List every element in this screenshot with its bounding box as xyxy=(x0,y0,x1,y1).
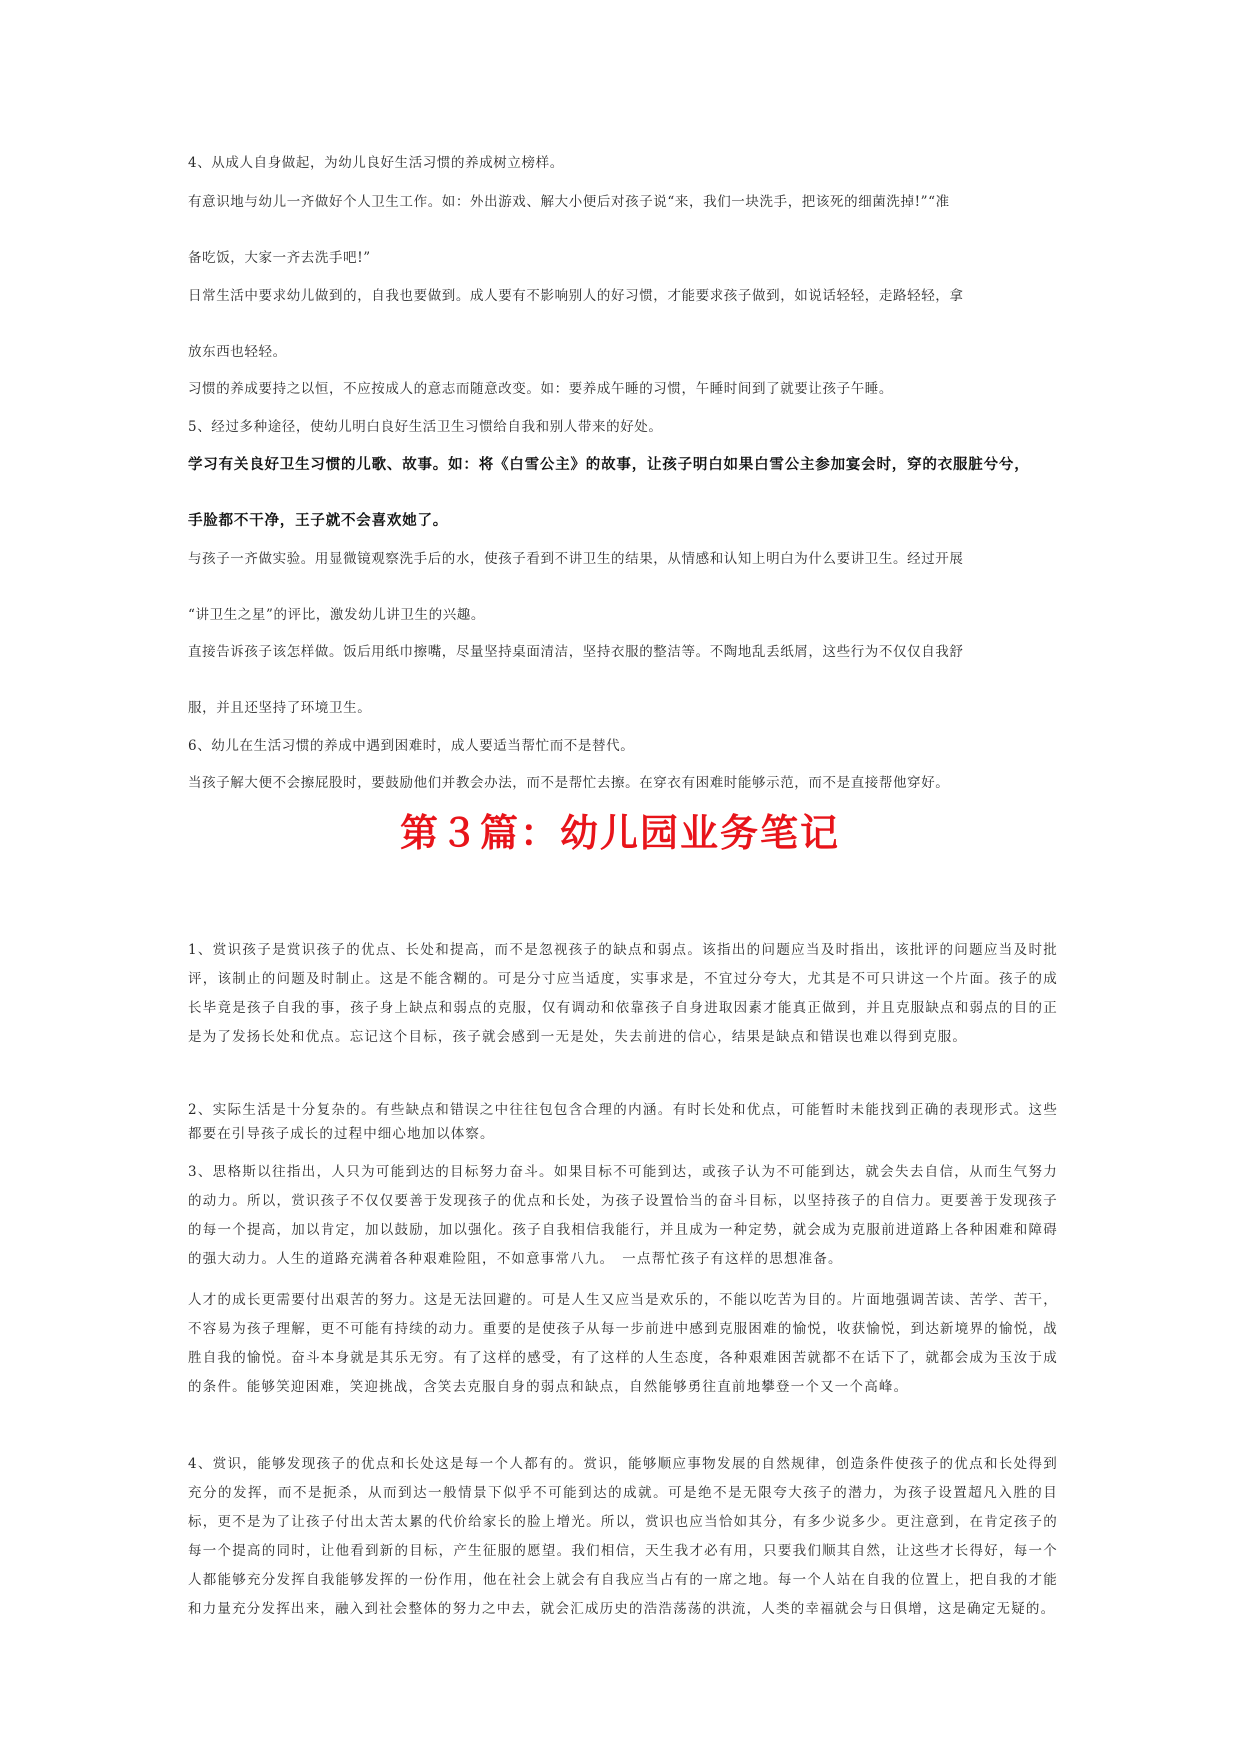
text-line: 放东西也轻轻。 xyxy=(188,344,287,360)
paragraph: 4、赏识，能够发现孩子的优点和长处这是每一个人都有的。赏识，能够顺应事物发展的自然规律，创造条件使孩子的优点和长处得到充分的发挥，而不是扼杀，从而到达一般情景下似乎不可能到达的成就。可是绝不是无限夸大孩子的潜力，为孩子设置超凡入胜的目标，更不是为了让孩子付出太苦太累的代价给家长的脸上增光。所以，赏识也应当恰如其分，有多少说多少。更注意到，在肯定孩子的每一个提高的同时，让他看到新的目标，产生征服的愿望。我们相信，天生我才必有用，只要我们顺其自然，让这些才长得好，每一个人都能够充分发挥自我能够发挥的一份作用，他在社会上就会有自我应当占有的一席之地。每一个人站在自我的位置上，把自我的才能和力量充分发挥出来，融入到社会整体的努力之中去，就会汇成历史的浩浩荡荡的洪流，人类的幸福就会与日俱增，这是确定无疑的。 xyxy=(188,1456,1058,1617)
text-line: 4、从成人自身做起，为幼儿良好生活习惯的养成树立榜样。 xyxy=(188,155,564,171)
text-line: 服，并且还坚持了环境卫生。 xyxy=(188,700,372,716)
paragraph: 2、实际生活是十分复杂的。有些缺点和错误之中往往包包含合理的内涵。有时长处和优点，可能暂时未能找到正确的表现形式。这些都要在引导孩子成长的过程中细心地加以体察。 xyxy=(188,1102,1058,1142)
text-line: 5、经过多种途径，使幼儿明白良好生活卫生习惯给自我和别人带来的好处。 xyxy=(188,419,663,435)
paragraph: 3、思格斯以往指出，人只为可能到达的目标努力奋斗。如果目标不可能到达，或孩子认为不可能到达，就会失去自信，从而生气努力的动力。所以，赏识孩子不仅仅要善于发现孩子的优点和长处，为孩子设置恰当的奋斗目标，以坚持孩子的自信力。更要善于发现孩子的每一个提高，加以肯定，加以鼓励，加以强化。孩子自我相信我能行，并且成为一种定势，就会成为克服前进道路上各种困难和障碍的强大动力。人生的道路充满着各种艰难险阻，不如意事常八九。 一点帮忙孩子有这样的思想准备。 xyxy=(188,1164,1058,1267)
text-line: 习惯的养成要持之以恒，不应按成人的意志而随意改变。如：要养成午睡的习惯，午睡时间到了就要让孩子午睡。 xyxy=(188,381,893,397)
text-line: “讲卫生之星”的评比，激发幼儿讲卫生的兴趣。 xyxy=(188,607,486,623)
text-line: 当孩子解大便不会擦屁股时，要鼓励他们并教会办法，而不是帮忙去擦。在穿衣有困难时能够示范，而不是直接帮他穿好。 xyxy=(188,775,950,791)
text-line-bold: 学习有关良好卫生习惯的儿歌、故事。如：将《白雪公主》的故事，让孩子明白如果白雪公主参加宴会时，穿的衣服脏兮兮， xyxy=(188,457,1030,473)
paragraph: 1、赏识孩子是赏识孩子的优点、长处和提高，而不是忽视孩子的缺点和弱点。该指出的问题应当及时指出，该批评的问题应当及时批评，该制止的问题及时制止。这是不能含糊的。可是分寸应当适度，实事求是，不宜过分夸大，尤其是不可只讲这一个片面。孩子的成长毕竟是孩子自我的事，孩子身上缺点和弱点的克服，仅有调动和依靠孩子自身进取因素才能真正做到，并且克服缺点和弱点的目的正是为了发扬长处和优点。忘记这个目标，孩子就会感到一无是处，失去前进的信心，结果是缺点和错误也难以得到克服。 xyxy=(188,942,1058,1045)
text-line: 6、幼儿在生活习惯的养成中遇到困难时，成人要适当帮忙而不是替代。 xyxy=(188,738,635,754)
text-line: 备吃饭，大家一齐去洗手吧!” xyxy=(188,250,371,266)
paragraph: 人才的成长更需要付出艰苦的努力。这是无法回避的。可是人生又应当是欢乐的，不能以吃苦为目的。片面地强调苦读、苦学、苦干，不容易为孩子理解，更不可能有持续的动力。重要的是使孩子从每一步前进中感到克服困难的愉悦，收获愉悦，到达新境界的愉悦，战胜自我的愉悦。奋斗本身就是其乐无穷。有了这样的感受，有了这样的人生态度，各种艰难困苦就都不在话下了，就都会成为玉汝于成的条件。能够笑迎困难，笑迎挑战，含笑去克服自身的弱点和缺点，自然能够勇往直前地攀登一个又一个高峰。 xyxy=(188,1292,1058,1395)
section-title: 第３篇：幼儿园业务笔记 xyxy=(399,811,840,855)
text-line: 与孩子一齐做实验。用显微镜观察洗手后的水，使孩子看到不讲卫生的结果，从情感和认知上明白为什么要讲卫生。经过开展 xyxy=(188,551,964,567)
text-line-bold: 手脸都不干净，王子就不会喜欢她了。 xyxy=(188,513,449,529)
text-line: 直接告诉孩子该怎样做。饭后用纸巾擦嘴，尽量坚持桌面清洁，坚持衣服的整洁等。不陶地乱丢纸屑，这些行为不仅仅自我舒 xyxy=(188,644,964,660)
text-line: 有意识地与幼儿一齐做好个人卫生工作。如：外出游戏、解大小便后对孩子说“来，我们一块洗手，把该死的细菌洗掉!”“准 xyxy=(188,194,950,210)
text-line: 日常生活中要求幼儿做到的，自我也要做到。成人要有不影响别人的好习惯，才能要求孩子做到，如说话轻轻，走路轻轻，拿 xyxy=(188,288,964,304)
